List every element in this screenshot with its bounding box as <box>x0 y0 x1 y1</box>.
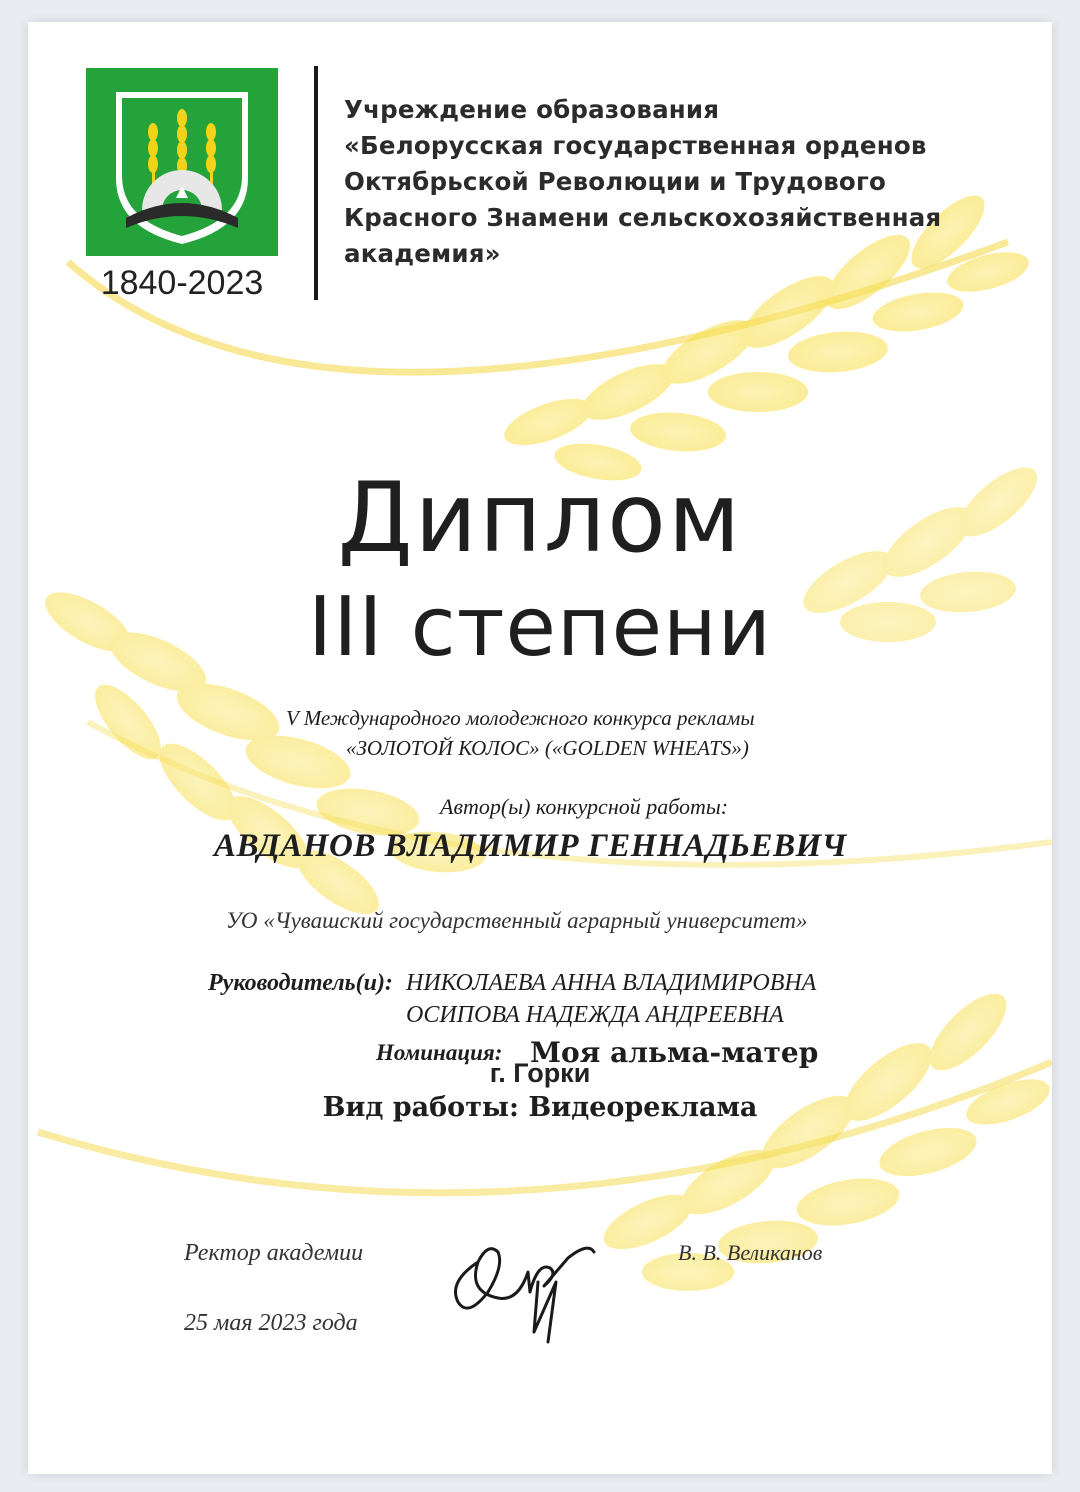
academy-emblem <box>86 68 278 256</box>
supervisor-name: ОСИПОВА НАДЕЖДА АНДРЕЕВНА <box>406 1002 784 1028</box>
diploma-title: Диплом <box>337 462 743 574</box>
institution-line: академия» <box>344 239 501 268</box>
nomination-label: Номинация: <box>376 1040 503 1065</box>
institution-name <box>344 92 1044 272</box>
rector-name: В. В. Великанов <box>678 1240 823 1265</box>
divider <box>314 66 318 300</box>
author-label: Автор(ы) конкурсной работы: <box>440 794 729 819</box>
diploma-degree: III степени <box>308 580 772 675</box>
nomination-value: Моя альма-матер <box>530 1036 819 1069</box>
author-organization: УО «Чувашский государственный аграрный университет» <box>226 908 808 933</box>
contest-line-2: «ЗОЛОТОЙ КОЛОС» («GOLDEN WHEATS») <box>346 736 749 760</box>
years-label: 1840-2023 <box>100 264 264 302</box>
institution-line: Учреждение образования <box>344 95 720 124</box>
contest-line-1: V Международного молодежного конкурса рекламы <box>286 706 755 730</box>
coat-of-arms-icon <box>86 68 278 256</box>
signature-icon <box>438 1222 608 1354</box>
diploma-sheet <box>28 22 1052 1474</box>
work-type: Вид работы: Видеореклама <box>322 1092 758 1123</box>
institution-line: «Белорусская государственная орденов <box>344 131 927 160</box>
institution-line: Красного Знамени сельскохозяйственная <box>344 203 942 232</box>
institution-line: Октябрьской Революции и Трудового <box>344 167 886 196</box>
supervisors-label: Руководитель(и): <box>208 970 393 996</box>
rector-position: Ректор академии <box>184 1240 364 1266</box>
author-name: АВДАНОВ ВЛАДИМИР ГЕННАДЬЕВИЧ <box>214 828 847 864</box>
issue-date: 25 мая 2023 года <box>184 1310 358 1336</box>
supervisor-name: НИКОЛАЕВА АННА ВЛАДИМИРОВНА <box>406 970 817 996</box>
city: г. Горки <box>489 1058 591 1088</box>
